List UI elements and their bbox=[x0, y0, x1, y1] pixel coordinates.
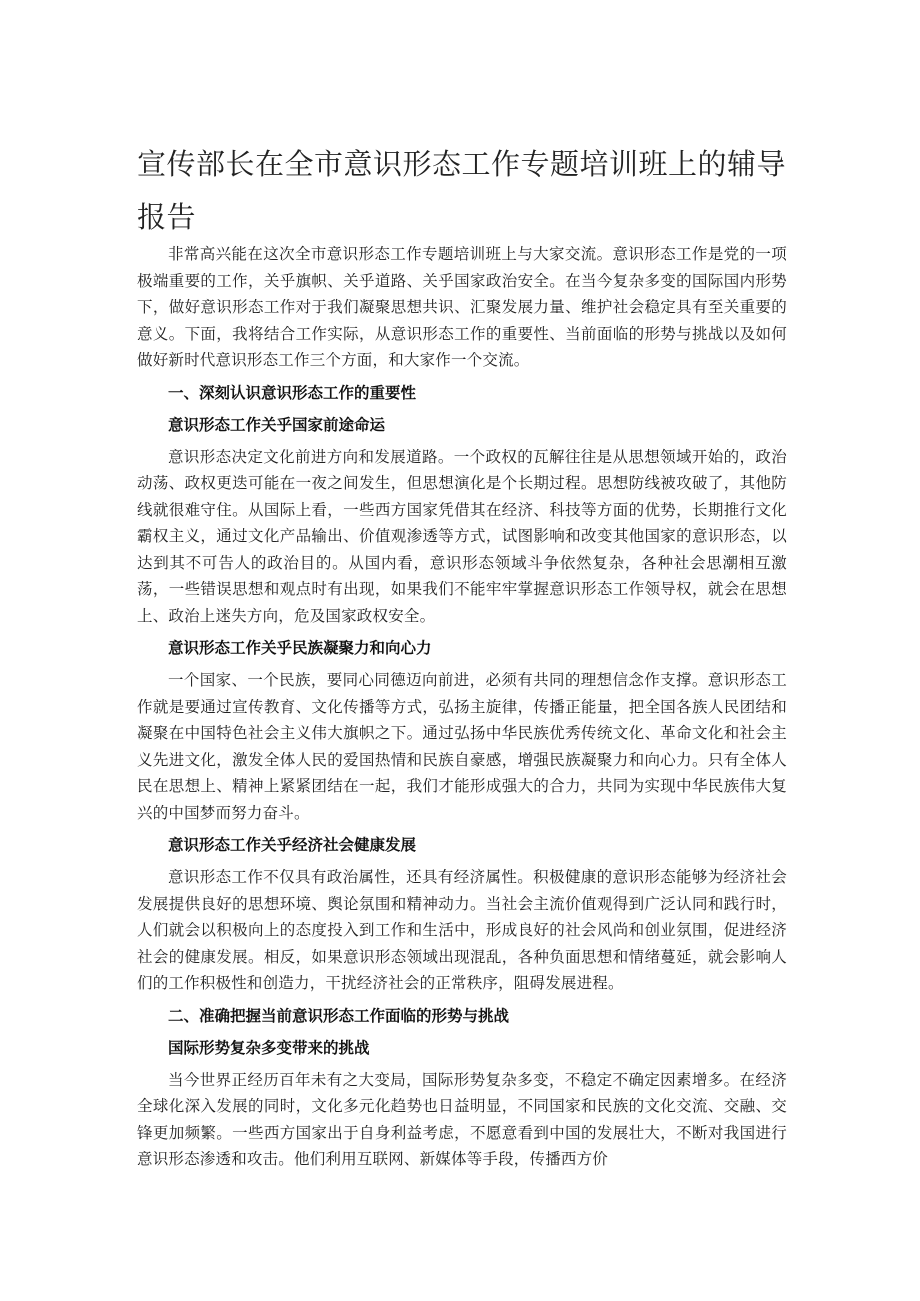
paragraph-1-2: 一个国家、一个民族，要同心同德迈向前进，必须有共同的理想信念作支撑。意识形态工作就是要通过宣传教育、文化传播等方式，弘扬主旋律，传播正能量，把全国各族人民团结和凝聚在中国特色社会主义伟大旗帜之下。通过弘扬中华民族优秀传统文化、革命文化和社会主义先进文化，激发全体人民的爱国热情和民族自豪感，增强民族凝聚力和向心力。只有全体人民在思想上、精神上紧紧团结在一起，我们才能形成强大的合力，共同为实现中华民族伟大复兴的中国梦而努力奋斗。 bbox=[137, 671, 787, 822]
paragraph-1-3: 意识形态工作不仅具有政治属性，还具有经济属性。积极健康的意识形态能够为经济社会发展提供良好的思想环境、舆论氛围和精神动力。当社会主流价值观得到广泛认同和践行时，人们就会以积极向上的态度投入到工作和生活中，形成良好的社会风尚和创业氛围，促进经济社会的健康发展。相反，如果意识形态领域出现混乱，各种负面思想和情绪蔓延，就会影响人们的工作积极性和创造力，干扰经济社会的正常秩序，阻碍发展进程。 bbox=[137, 868, 787, 992]
section-heading-1: 一、深刻认识意识形态工作的重要性 bbox=[168, 383, 417, 402]
document-body bbox=[137, 241, 787, 1173]
section-heading-2: 二、准确把握当前意识形态工作面临的形势与挑战 bbox=[168, 1006, 510, 1025]
paragraph-2-1: 当今世界正经历百年未有之大变局，国际形势复杂多变，不稳定不确定因素增多。在经济全球化深入发展的同时，文化多元化趋势也日益明显，不同国家和民族的文化交流、交融、交锋更加频繁。一些西方国家出于自身利益考虑，不愿意看到中国的发展壮大，不断对我国进行意识形态渗透和攻击。他们利用互联网、新媒体等手段，传播西方价 bbox=[137, 1070, 787, 1168]
paragraph-1-1: 意识形态决定文化前进方向和发展道路。一个政权的瓦解往往是从思想领域开始的，政治动荡、政权更迭可能在一夜之间发生，但思想演化是个长期过程。思想防线被攻破了，其他防线就很难守住。从国际上看，一些西方国家凭借其在经济、科技等方面的优势，长期推行文化霸权主义，通过文化产品输出、价值观渗透等方式，试图影响和改变其他国家的意识形态，以达到其不可告人的政治目的。从国内看，意识形态领域斗争依然复杂，各种社会思潮相互激荡，一些错误思想和观点时有出现，如果我们不能牢牢掌握意识形态工作领导权，就会在思想上、政治上迷失方向，危及国家政权安全。 bbox=[137, 447, 787, 625]
subsection-heading-1-3: 意识形态工作关乎经济社会健康发展 bbox=[168, 836, 417, 854]
subsection-heading-1-1: 意识形态工作关乎国家前途命运 bbox=[168, 415, 386, 434]
subsection-heading-2-1: 国际形势复杂多变带来的挑战 bbox=[168, 1038, 370, 1057]
subsection-heading-1-2: 意识形态工作关乎民族凝聚力和向心力 bbox=[168, 639, 432, 657]
intro-paragraph: 非常高兴能在这次全市意识形态工作专题培训班上与大家交流。意识形态工作是党的一项极端重要的工作，关乎旗帜、关乎道路、关乎国家政治安全。在当今复杂多变的国际国内形势下，做好意识形态工作对于我们凝聚思想共识、汇聚发展力量、维护社会稳定具有至关重要的意义。下面，我将结合工作实际，从意识形态工作的重要性、当前面临的形势与挑战以及如何做好新时代意识形态工作三个方面，和大家作一个交流。 bbox=[137, 245, 787, 369]
document-title: 宣传部长在全市意识形态工作专题培训班上的辅导报告 bbox=[137, 147, 787, 234]
